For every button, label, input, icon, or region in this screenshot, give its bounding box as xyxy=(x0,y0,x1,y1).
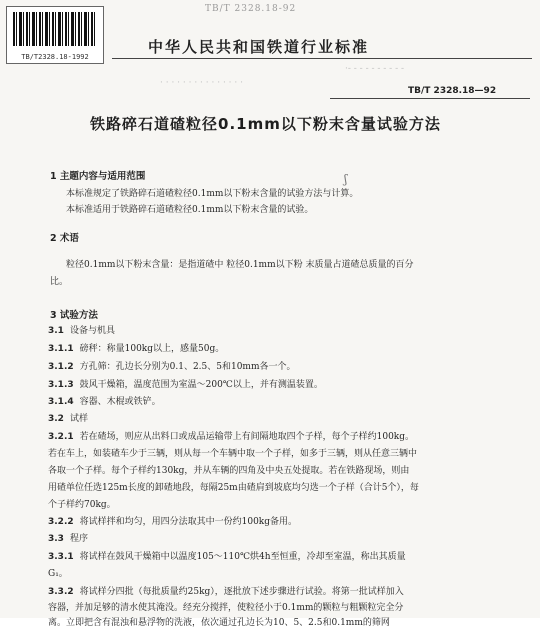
item-line: 3.3.1 将试样在鼓风干燥箱中以温度105～110℃烘4h至恒重，冷却至室温，称出其质量 xyxy=(48,552,406,562)
section-2-paragraph-line-2: 比。 xyxy=(50,277,69,287)
top-faint-code: TB/T 2328.18-92 xyxy=(205,4,297,14)
section-1-heading: 1 主题内容与适用范围 xyxy=(50,171,146,182)
barcode xyxy=(6,6,104,64)
pen-mark: ʃ xyxy=(344,172,348,186)
item-line: 3.1.2 方孔筛：孔边长分别为0.1、2.5、5和10mm各一个。 xyxy=(48,362,296,372)
item-line: 离。立即把含有混浊和悬浮物的洗液，依次通过孔边长为10、5、2.5和0.1mm的筛网 xyxy=(48,618,390,628)
standard-code: TB/T 2328.18—92 xyxy=(408,86,497,96)
bleed-through-text: ·- - - - - - - - - - xyxy=(345,64,405,74)
section-1-paragraph-1: 本标准规定了铁路碎石道碴粒径0.1mm以下粉末含量的试验方法与计算。 xyxy=(66,189,359,199)
item-line: 3.2.1 若在碴场，则应从出料口或成品运输带上有间隔地取四个子样，每个子样约100kg。 xyxy=(48,432,415,442)
item-line: 3.1.1 磅秤：称量100kg以上，感量50g。 xyxy=(48,344,225,354)
item-line: 3.1 设备与机具 xyxy=(48,326,115,336)
item-line: 3.2.2 将试样拌和均匀，用四分法取其中一份约100kg备用。 xyxy=(48,517,298,527)
header-rule xyxy=(112,58,532,59)
standard-organization: 中华人民共和国铁道行业标准 xyxy=(148,38,370,56)
item-line: 各取一个子样。每个子样约130kg，并从车辆的四角及中央五处提取。若在铁路现场，则由 xyxy=(48,466,410,476)
item-line: 个子样约70kg。 xyxy=(48,500,116,510)
document-title: 铁路碎石道碴粒径0.1mm以下粉末含量试验方法 xyxy=(90,115,441,133)
item-line: 3.3 程序 xyxy=(48,534,88,544)
item-line: 3.2 试样 xyxy=(48,414,88,424)
section-2-heading: 2 术语 xyxy=(50,233,79,244)
section-2-paragraph-line-1: 粒径0.1mm以下粉末含量：是指道碴中 粒径0.1mm以下粉 末质量占道碴总质量的百分 xyxy=(66,260,414,270)
standard-code-rule xyxy=(330,98,530,99)
barcode-bars xyxy=(13,12,97,46)
item-line: 3.3.2 将试样分四批（每批质量约25kg），逐批放下述步骤进行试验。将第一批试样加入 xyxy=(48,587,404,597)
bleed-through-text-2: · · · · · · · · · · · · · · · xyxy=(160,78,243,88)
item-line: 用碴单位任选125m长度的卸碴地段，每隔25m由碴肩到坡底均匀选一个子样（合计5个），每 xyxy=(48,483,419,493)
item-line: 容器，并加足够的清水使其淹没。经充分搅拌，使粒径小于0.1mm的颗粒与粗颗粒完全分 xyxy=(48,603,404,613)
item-line: 3.1.3 鼓风干燥箱，温度范围为室温～200℃以上，并有测温装置。 xyxy=(48,380,323,390)
item-line: 3.1.4 容器、木棍或铁铲。 xyxy=(48,397,161,407)
item-line: 若在车上，如装碴车少于三辆，则从每一个车辆中取一个子样，如多于三辆，则从任意三辆中 xyxy=(48,449,418,459)
section-1-paragraph-2: 本标准适用于铁路碎石道碴粒径0.1mm以下粉末含量的试验。 xyxy=(66,205,314,215)
section-3-heading: 3 试验方法 xyxy=(50,310,98,321)
item-line: G₁。 xyxy=(48,569,68,579)
barcode-code: TB/T2328.18-1992 xyxy=(21,53,89,61)
